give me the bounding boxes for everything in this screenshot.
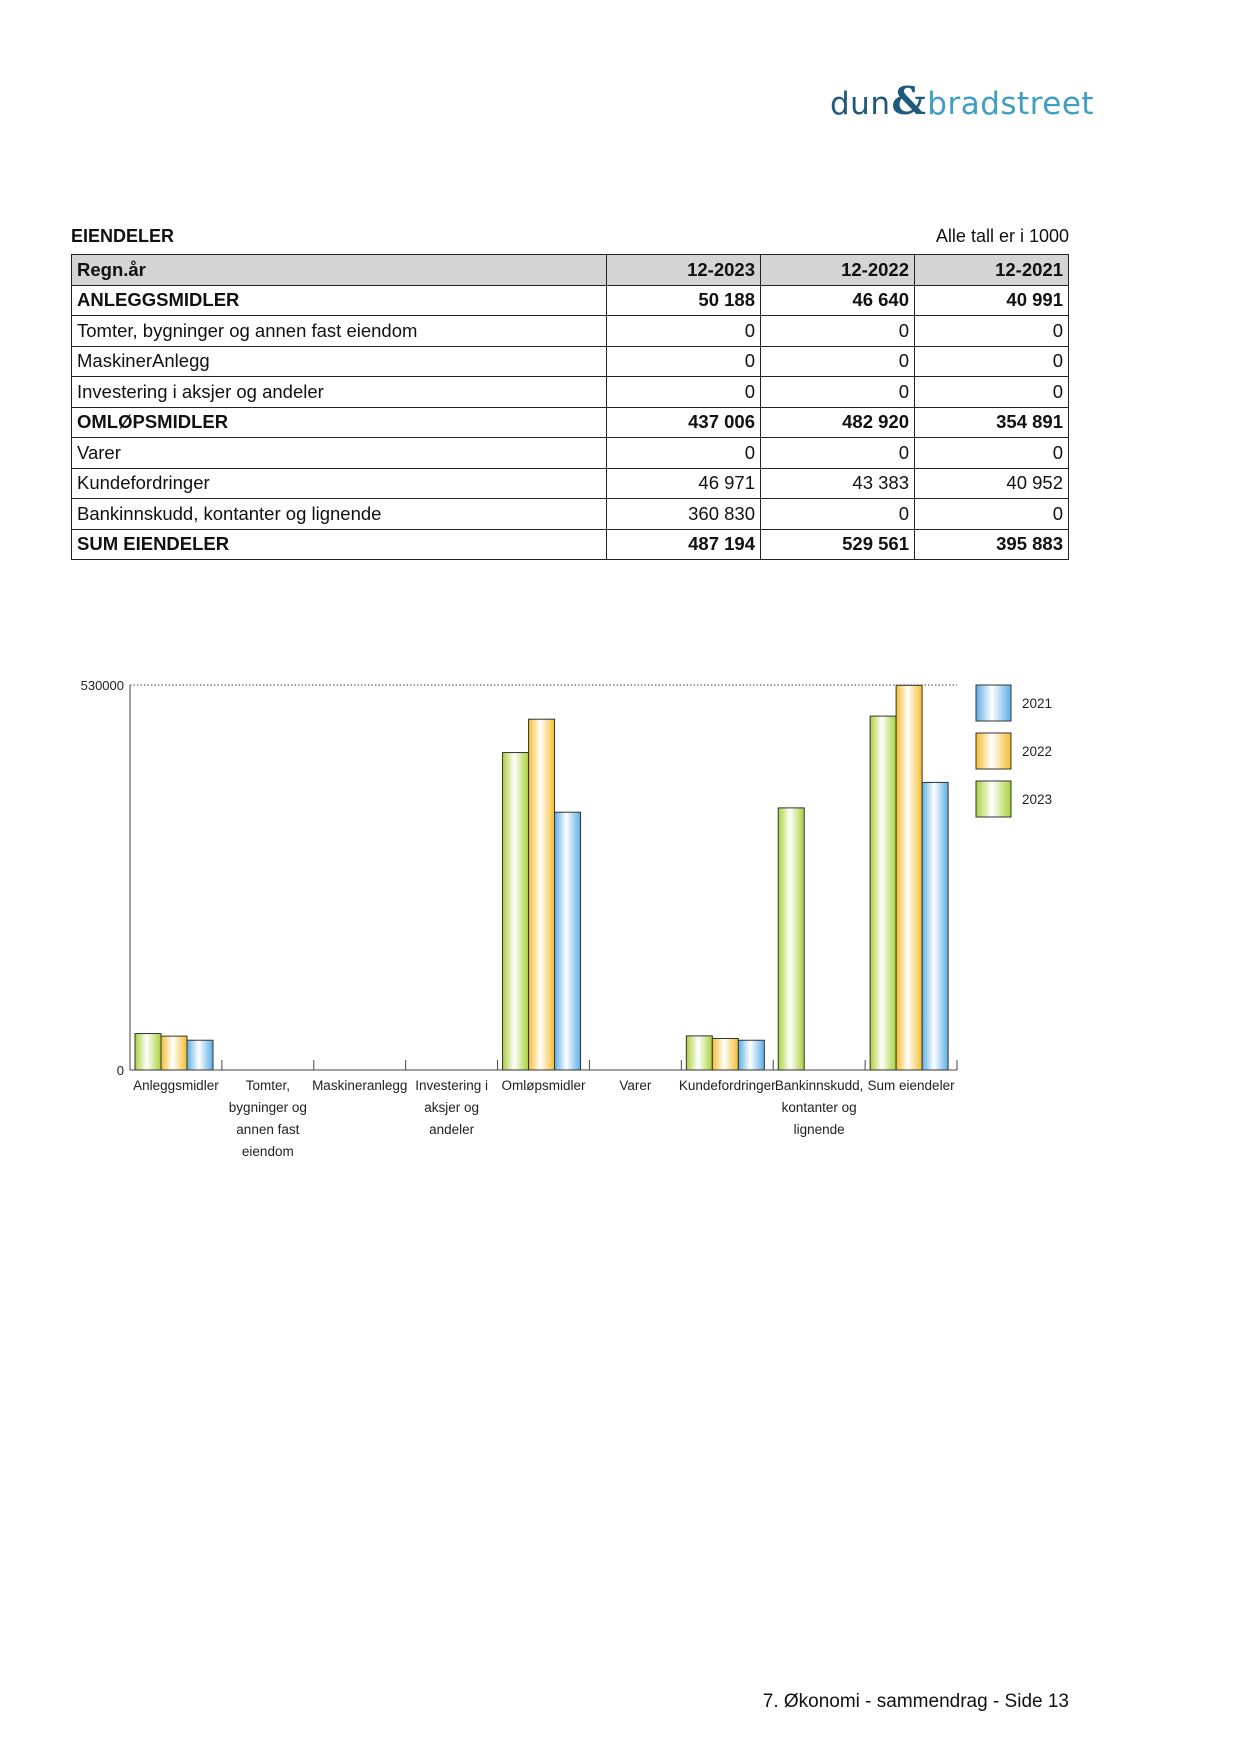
chart-bar	[870, 716, 896, 1070]
row-value: 43 383	[761, 468, 915, 499]
chart-category-label: Anleggsmidler	[133, 1078, 219, 1093]
logo-ampersand: &	[891, 78, 927, 123]
chart-bar	[187, 1040, 213, 1070]
chart-legend-label: 2022	[1022, 744, 1053, 759]
row-value: 40 991	[915, 285, 1069, 316]
row-value: 0	[761, 316, 915, 347]
chart-legend-swatch	[976, 733, 1011, 769]
chart-category-label: eiendom	[241, 1144, 294, 1159]
row-value: 437 006	[607, 407, 761, 438]
chart-bar	[778, 808, 804, 1070]
chart-category-label: Bankinnskudd,	[774, 1078, 864, 1093]
chart-category-label: Varer	[619, 1078, 652, 1093]
chart-bar	[738, 1040, 764, 1070]
assets-table	[71, 254, 1069, 560]
row-label: Kundefordringer	[72, 468, 607, 499]
row-value: 0	[607, 316, 761, 347]
row-value: 0	[761, 499, 915, 530]
row-value: 529 561	[761, 529, 915, 560]
row-value: 0	[607, 438, 761, 469]
page-footer: 7. Økonomi - sammendrag - Side 13	[762, 1691, 1069, 1712]
chart-y-tick-label: 530000	[80, 678, 124, 693]
row-value: 50 188	[607, 285, 761, 316]
row-value: 0	[761, 346, 915, 377]
column-header-2021: 12-2021	[915, 255, 1069, 286]
table-body	[72, 285, 1069, 560]
row-label: ANLEGGSMIDLER	[72, 285, 607, 316]
table-row	[72, 499, 1069, 530]
table-header-row	[72, 255, 1069, 286]
row-label: OMLØPSMIDLER	[72, 407, 607, 438]
chart-legend-swatch	[976, 781, 1011, 817]
row-value: 40 952	[915, 468, 1069, 499]
row-value: 46 640	[761, 285, 915, 316]
row-value: 46 971	[607, 468, 761, 499]
chart-category-label: Sum eiendeler	[867, 1078, 955, 1093]
row-label: SUM EIENDELER	[72, 529, 607, 560]
chart-category-label: Tomter,	[245, 1078, 290, 1093]
row-value: 487 194	[607, 529, 761, 560]
chart-category-label: bygninger og	[228, 1100, 307, 1115]
chart-bar	[712, 1038, 738, 1070]
row-label: MaskinerAnlegg	[72, 346, 607, 377]
chart-category-label: andeler	[429, 1122, 475, 1137]
unit-note: Alle tall er i 1000	[935, 226, 1069, 246]
table-row	[72, 316, 1069, 347]
row-value: 354 891	[915, 407, 1069, 438]
row-label: Bankinnskudd, kontanter og lignende	[72, 499, 607, 530]
row-value: 0	[915, 438, 1069, 469]
chart-legend-swatch	[976, 685, 1011, 721]
chart-category-label: kontanter og	[781, 1100, 857, 1115]
row-value: 0	[607, 377, 761, 408]
dun-bradstreet-logo	[830, 78, 1095, 124]
chart-category-label: aksjer og	[424, 1100, 480, 1115]
row-value: 0	[915, 499, 1069, 530]
row-value: 0	[761, 438, 915, 469]
chart-bar	[922, 782, 948, 1070]
table-row	[72, 346, 1069, 377]
chart-bar	[529, 719, 555, 1070]
chart-y-tick-label: 0	[116, 1063, 124, 1078]
chart-legend-label: 2021	[1022, 696, 1053, 711]
table-row	[72, 438, 1069, 469]
chart-category-label: Maskineranlegg	[312, 1078, 408, 1093]
chart-category-label: Kundefordringer	[678, 1078, 776, 1093]
chart-category-label: Omløpsmidler	[501, 1078, 586, 1093]
chart-bar	[896, 685, 922, 1070]
row-label: Varer	[72, 438, 607, 469]
chart-bar	[161, 1036, 187, 1070]
column-header-2022: 12-2022	[761, 255, 915, 286]
row-value: 0	[915, 377, 1069, 408]
logo-text-bradstreet: bradstreet	[927, 86, 1095, 122]
row-value: 0	[915, 316, 1069, 347]
row-value: 0	[761, 377, 915, 408]
chart-bar	[686, 1036, 712, 1070]
table-row	[72, 468, 1069, 499]
chart-legend-label: 2023	[1022, 792, 1053, 807]
table-row	[72, 407, 1069, 438]
section-title: EIENDELER	[71, 226, 175, 246]
chart-category-label: lignende	[793, 1122, 845, 1137]
assets-bar-chart	[60, 670, 1053, 1159]
row-value: 395 883	[915, 529, 1069, 560]
chart-bar	[135, 1034, 161, 1070]
row-value: 482 920	[761, 407, 915, 438]
chart-bar	[503, 753, 529, 1070]
chart-category-label: annen fast	[236, 1122, 300, 1137]
row-value: 0	[607, 346, 761, 377]
table-row	[72, 285, 1069, 316]
row-label: Investering i aksjer og andeler	[72, 377, 607, 408]
row-value: 0	[915, 346, 1069, 377]
logo-text-dun: dun	[830, 86, 891, 122]
table-row	[72, 529, 1069, 560]
table-row	[72, 377, 1069, 408]
row-value: 360 830	[607, 499, 761, 530]
column-header-year: Regn.år	[72, 255, 607, 286]
row-label: Tomter, bygninger og annen fast eiendom	[72, 316, 607, 347]
column-header-2023: 12-2023	[607, 255, 761, 286]
chart-bar	[555, 812, 581, 1070]
chart-category-label: Investering i	[415, 1078, 489, 1093]
